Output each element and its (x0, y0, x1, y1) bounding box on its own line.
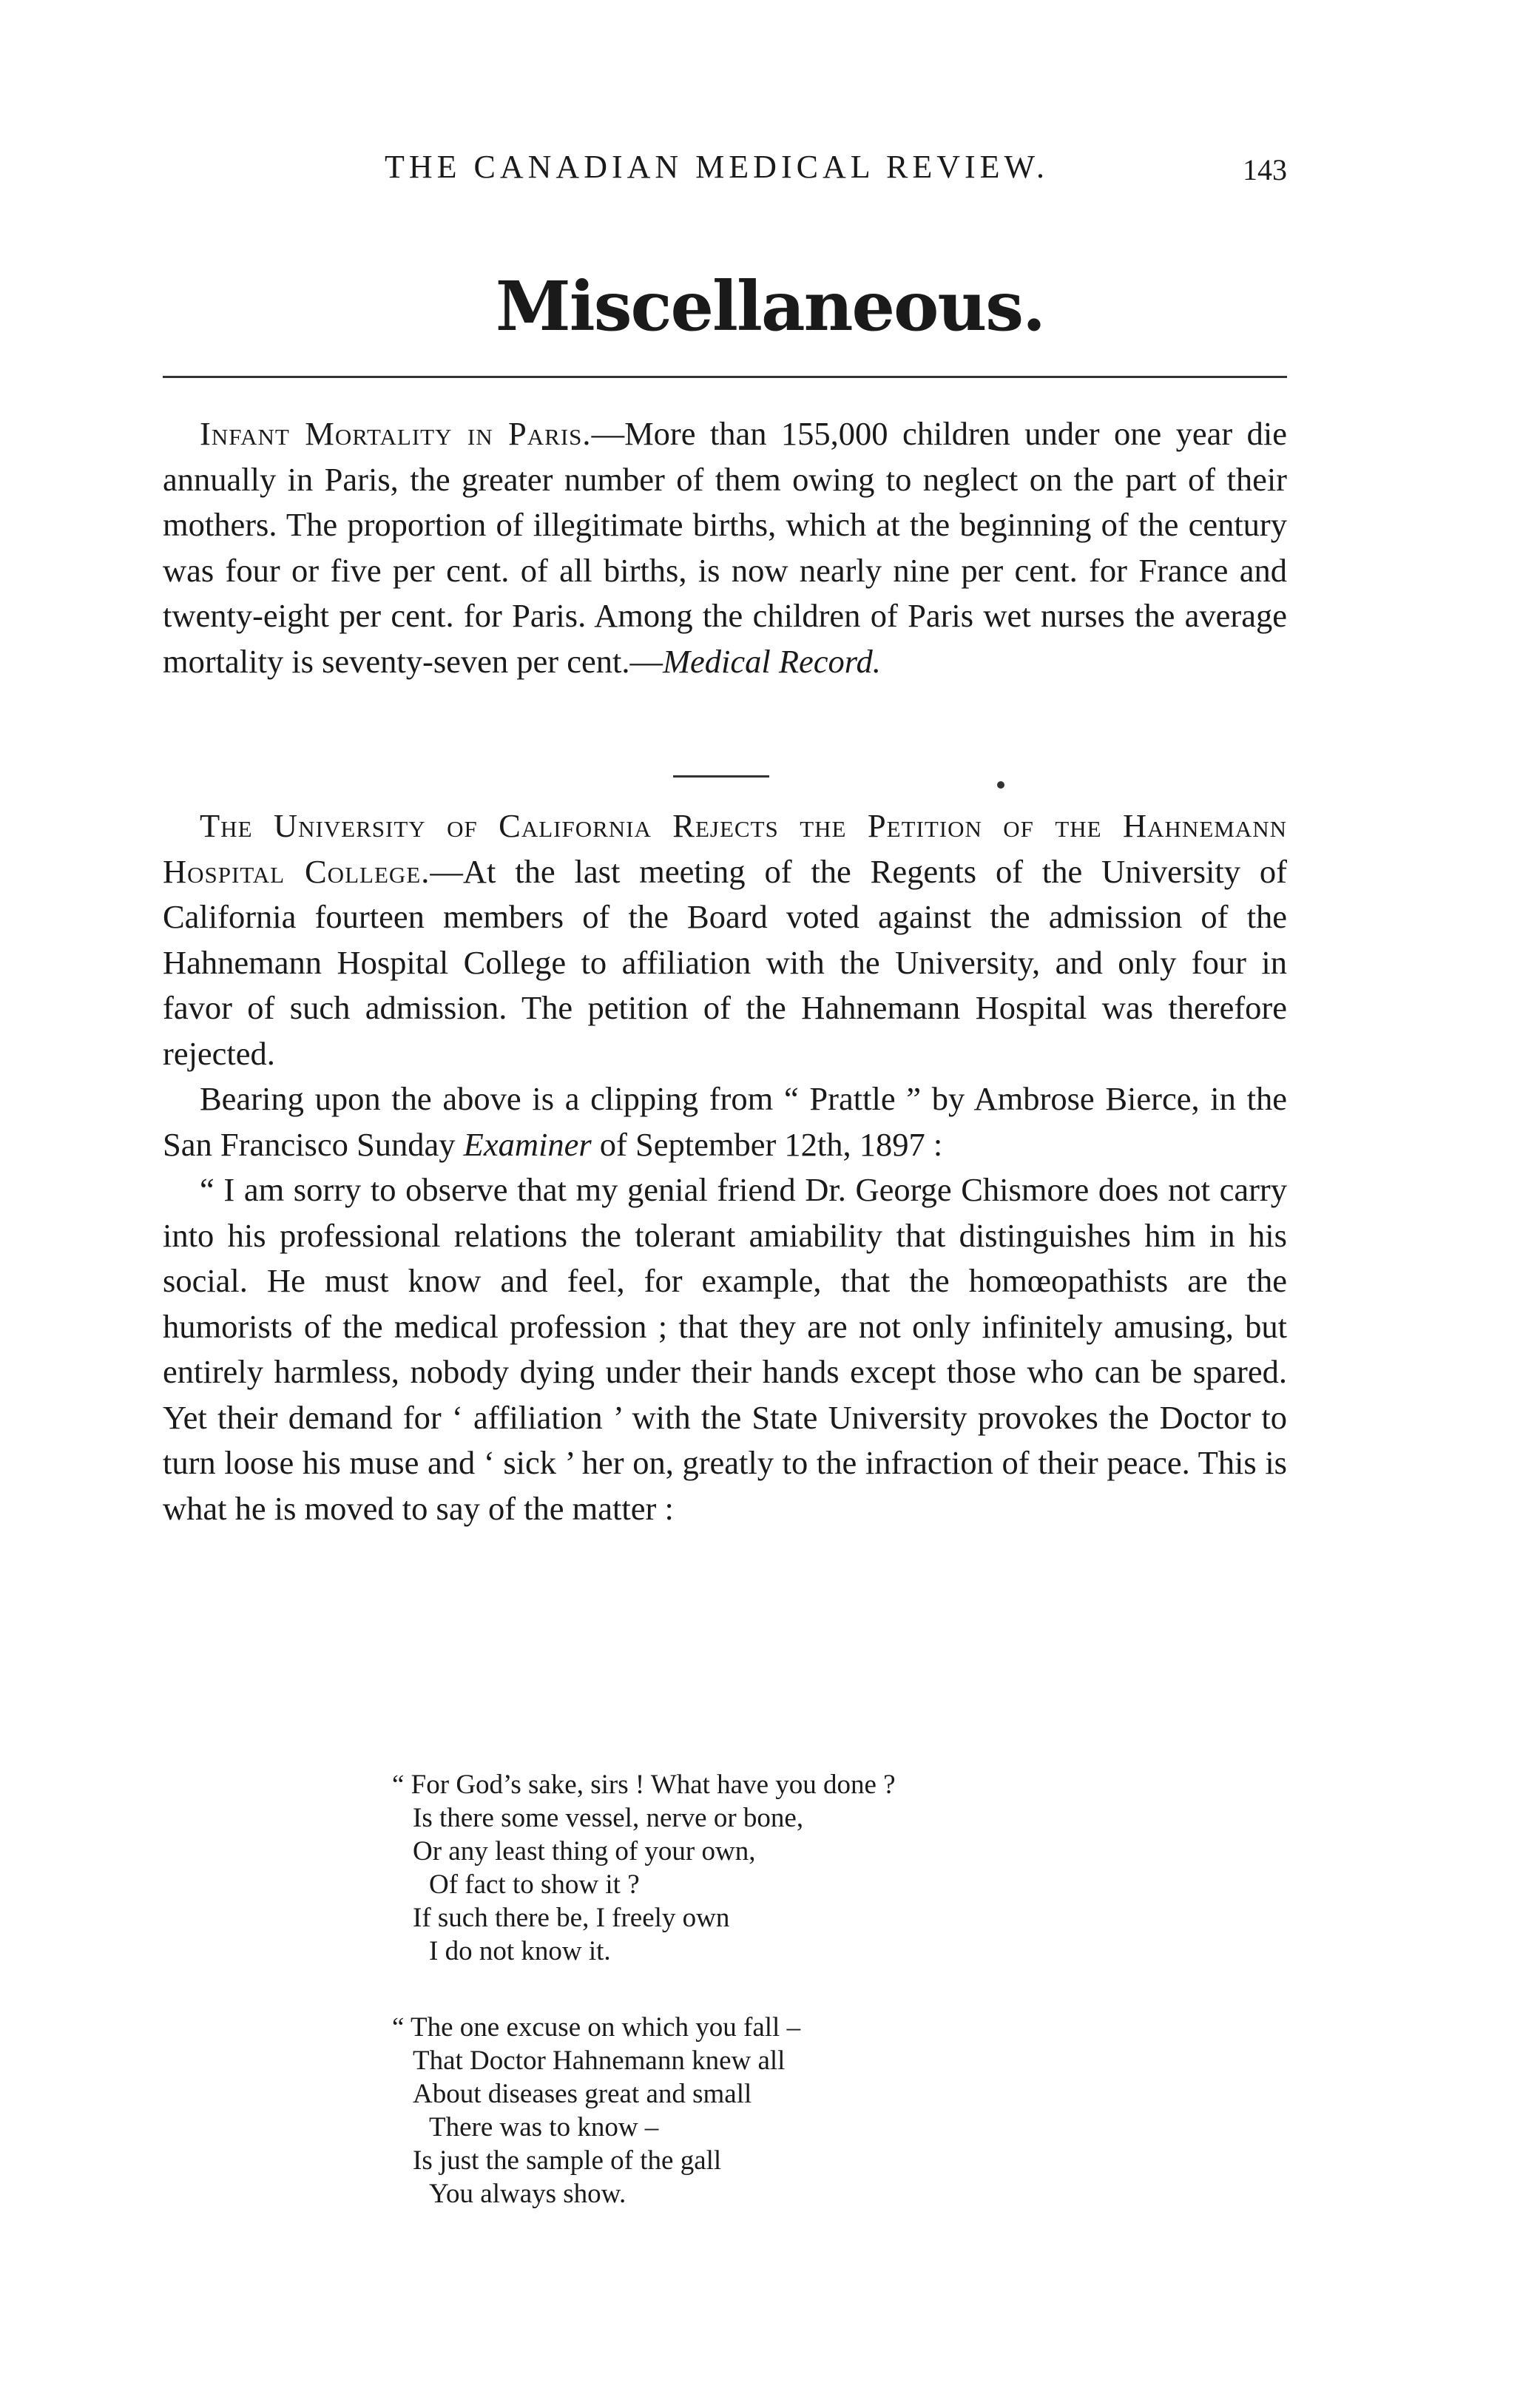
poem-line: About diseases great and small (413, 2079, 752, 2109)
article-paragraph (163, 1076, 1287, 1167)
newspaper-name: Examiner (463, 1125, 592, 1163)
poem-line: Is just the sample of the gall (413, 2145, 722, 2176)
article-heading: Infant Mortality in Paris. (200, 415, 592, 452)
poem-line: I do not know it. (429, 1936, 611, 1966)
article-source: Medical Record. (662, 642, 881, 680)
article-text: Bearing upon the above is a clipping from “ Prattle ” by Ambrose Bierce, in the San Francisco Sunday (163, 1080, 1287, 1163)
article-infant-mortality (163, 411, 1287, 684)
article-text: —More than 155,000 children under one year die annually in Paris, the greater number of them owing to neglect on the part of their mothers. The proportion of illegitimate births, which at the beginning of the century was four or five per cent. of all births, is now nearly nine per cent. for France and twenty-eight per cent. for Paris. Among the children of Paris wet nurses the average mortality is seventy-seven per cent.— (163, 415, 1288, 680)
running-title: THE CANADIAN MEDICAL REVIEW. (385, 149, 1049, 185)
article-text: —At the last meeting of the Regents of the University of California fourteen members of the Board voted against the admission of the Hahnemann Hospital College to affiliation with the University, and only four in favor of such admission. The petition of the Hahnemann Hospital was therefore rejected. (163, 852, 1288, 1072)
poem-line: If such there be, I freely own (413, 1903, 730, 1933)
section-title: Miscellaneous. (495, 266, 1045, 346)
poem-stanza-2 (392, 2011, 800, 2210)
page-number: 143 (1243, 153, 1287, 186)
poem-line: That Doctor Hahnemann knew all (413, 2046, 786, 2076)
poem-line: Of fact to show it ? (429, 1869, 640, 1900)
article-paragraph (163, 411, 1287, 684)
separator-rule (673, 775, 769, 778)
poem-line: Or any least thing of your own, (413, 1836, 756, 1866)
poem-line: There was to know – (429, 2112, 659, 2142)
article-heading: The University of California Rejects the Petition of the Hahnemann Hospital College. (163, 807, 1287, 890)
poem-line: “ For God’s sake, sirs ! What have you done ? (392, 1770, 896, 1800)
poem-line: You always show. (429, 2179, 627, 2209)
title-rule (163, 376, 1287, 378)
quoted-paragraph: “ I am sorry to observe that my genial friend Dr. George Chismore does not carry into his professional relations the tolerant amiability that distinguishes him in his social. He must know and feel, for example, that the homœopathists are the humorists of the medical profession ; that they are not only infinitely amusing, but entirely harmless, nobody dying under their hands except those who can be spared. Yet their demand for ‘ affiliation ’ with the State University provokes the Doctor to turn loose his muse and ‘ sick ’ her on, greatly to the infraction of their peace. This is what he is moved to say of the matter : (163, 1171, 1287, 1527)
article-text: of September 12th, 1897 : (591, 1125, 943, 1163)
poem-line: “ The one excuse on which you fall – (392, 2012, 801, 2043)
poem-stanza-1 (392, 1768, 896, 1968)
stray-mark (997, 781, 1004, 789)
running-head (163, 148, 1287, 192)
poem-line: Is there some vessel, nerve or bone, (413, 1803, 804, 1833)
article-paragraph (163, 803, 1287, 1076)
article-university-california (163, 803, 1287, 1531)
